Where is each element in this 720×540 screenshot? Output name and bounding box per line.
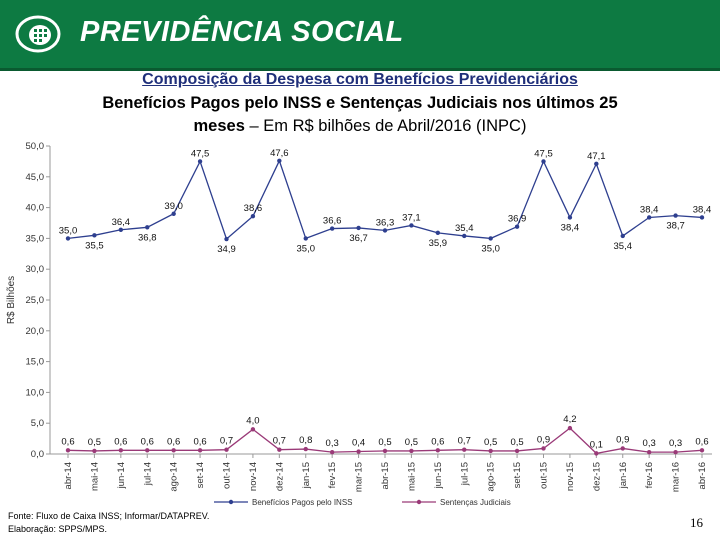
sentencas-point: [92, 449, 96, 453]
x-tick-label: ago-14: [168, 462, 180, 492]
x-tick-label: out-14: [221, 462, 233, 489]
inss-data-label: 35,5: [85, 240, 104, 252]
sentencas-point: [66, 448, 70, 452]
sentencas-data-label: 0,6: [695, 436, 709, 448]
inss-point: [594, 162, 598, 166]
inss-point: [568, 215, 572, 219]
inss-point: [488, 236, 492, 240]
inss-data-label: 36,8: [138, 232, 157, 244]
sentencas-point: [251, 427, 255, 431]
sentencas-point: [171, 448, 175, 452]
y-tick-label: 25,0: [25, 295, 44, 306]
sentencas-point: [594, 451, 598, 455]
x-tick-label: fev-16: [644, 462, 656, 489]
inss-point: [462, 234, 466, 238]
sentencas-data-label: 0,1: [589, 439, 603, 451]
sentencas-data-label: 0,6: [193, 436, 207, 448]
sentencas-point: [224, 447, 228, 451]
inss-data-label: 38,6: [243, 203, 263, 215]
y-tick-label: 50,0: [25, 141, 44, 152]
sentencas-data-label: 0,6: [114, 436, 128, 448]
sentencas-point: [198, 448, 202, 452]
sentencas-point: [462, 447, 466, 451]
page-number: 16: [690, 515, 703, 530]
x-tick-label: jul-15: [459, 462, 471, 486]
sentencas-point: [356, 449, 360, 453]
inss-data-label: 36,4: [111, 216, 131, 228]
legend-label: Benefícios Pagos pelo INSS: [252, 498, 353, 507]
inss-point: [700, 215, 704, 219]
inss-data-label: 35,0: [481, 243, 500, 255]
y-axis-label: R$ Bilhões: [6, 275, 17, 325]
inss-data-label: 37,1: [402, 212, 421, 224]
sentencas-data-label: 0,6: [140, 436, 154, 448]
x-tick-label: dez-14: [274, 462, 286, 492]
inss-data-label: 36,3: [375, 217, 395, 229]
inss-point: [515, 224, 519, 228]
inss-data-label: 39,0: [164, 200, 183, 212]
inss-point: [330, 226, 334, 230]
inss-data-label: 47,6: [270, 147, 289, 159]
x-tick-label: mar-15: [353, 462, 365, 493]
sentencas-data-label: 0,5: [404, 436, 419, 448]
sentencas-data-label: 0,9: [616, 434, 630, 446]
inss-data-label: 47,5: [534, 148, 553, 160]
sentencas-data-label: 0,3: [325, 438, 339, 450]
inss-data-label: 35,4: [455, 222, 474, 234]
inss-point: [224, 237, 228, 241]
inss-point: [198, 159, 202, 163]
inss-data-label: 35,9: [428, 237, 448, 249]
footer-elaboration: Elaboração: SPPS/MPS.: [8, 524, 108, 534]
inss-data-label: 35,4: [613, 240, 632, 252]
sentencas-data-label: 0,5: [510, 436, 524, 448]
x-tick-label: set-15: [512, 462, 524, 489]
inss-data-label: 36,6: [322, 215, 342, 227]
x-tick-label: ago-15: [485, 461, 497, 492]
y-tick-label: 10,0: [25, 387, 44, 399]
inss-data-label: 35,0: [58, 225, 78, 237]
y-tick-label: 20,0: [25, 325, 44, 337]
y-tick-label: 35,0: [25, 233, 44, 245]
inss-point: [647, 215, 651, 219]
inss-point: [171, 212, 175, 216]
sentencas-data-label: 0,5: [484, 436, 498, 448]
inss-data-label: 35,0: [296, 243, 315, 255]
inss-point: [277, 159, 281, 163]
sentencas-point: [383, 449, 387, 453]
x-tick-label: jul-14: [142, 462, 154, 486]
sentencas-data-label: 0,7: [272, 435, 286, 447]
inss-point: [304, 236, 308, 240]
inss-data-label: 38,4: [692, 204, 712, 216]
sentencas-data-label: 0,3: [668, 438, 683, 450]
inss-point: [356, 226, 360, 230]
inss-point: [92, 233, 96, 237]
sentencas-data-label: 4,2: [563, 414, 577, 426]
inss-point: [251, 214, 255, 218]
x-tick-label: dez-15: [591, 462, 603, 492]
inss-point: [409, 223, 413, 227]
sentencas-point: [119, 448, 123, 452]
sentencas-point: [145, 448, 149, 452]
legend-marker: [229, 500, 233, 504]
x-tick-label: set-14: [195, 462, 207, 489]
sentencas-point: [409, 449, 413, 453]
inss-point: [673, 213, 677, 217]
sentencas-point: [304, 447, 308, 451]
sentencas-point: [647, 450, 651, 454]
inss-point: [383, 228, 387, 232]
brand-title: PREVIDÊNCIA SOCIAL: [80, 16, 404, 48]
x-tick-label: mar-16: [670, 462, 682, 493]
sentencas-point: [700, 448, 704, 452]
sentencas-data-label: 0,7: [219, 435, 234, 447]
inss-data-label: 38,4: [639, 204, 659, 216]
sentencas-data-label: 4,0: [246, 415, 260, 427]
sentencas-data-label: 0,8: [299, 435, 313, 447]
chart-title-line3-bold: meses: [193, 117, 245, 135]
sentencas-data-label: 0,7: [457, 435, 471, 447]
sentencas-point: [277, 447, 281, 451]
footer-source: Fonte: Fluxo de Caixa INSS; Informar/DATAPREV.: [8, 511, 210, 521]
x-tick-label: nov-15: [564, 462, 576, 492]
legend-marker: [417, 500, 421, 504]
sentencas-data-label: 0,5: [87, 436, 102, 448]
chart-title-line3-rest: – Em R$ bilhões de Abril/2016 (INPC): [244, 117, 527, 135]
sentencas-point: [436, 448, 440, 452]
x-tick-label: jun-15: [432, 462, 444, 489]
x-tick-label: nov-14: [247, 462, 259, 492]
inss-data-label: 47,1: [587, 150, 606, 162]
x-tick-label: mai-15: [406, 462, 418, 492]
x-tick-label: mai-14: [89, 462, 101, 492]
sentencas-data-label: 0,6: [167, 436, 181, 448]
chart-title-line1: Composição da Despesa com Benefícios Previdenciários: [142, 71, 578, 88]
sentencas-point: [673, 450, 677, 454]
sentencas-point: [541, 446, 545, 450]
inss-point: [119, 228, 123, 232]
sentencas-point: [515, 449, 519, 453]
sentencas-data-label: 0,6: [431, 436, 445, 448]
y-tick-label: 40,0: [25, 202, 44, 214]
x-tick-label: abr-15: [380, 462, 391, 490]
x-tick-label: jun-14: [115, 462, 127, 489]
x-tick-label: out-15: [538, 462, 550, 489]
y-tick-label: 0,0: [30, 449, 44, 460]
inss-point: [66, 236, 70, 240]
sentencas-data-label: 0,4: [351, 437, 366, 449]
chart-footer: [8, 510, 209, 536]
sentencas-data-label: 0,6: [61, 436, 75, 448]
inss-data-label: 34,9: [217, 244, 236, 256]
inss-point: [541, 159, 545, 163]
x-tick-label: jan-16: [617, 462, 629, 489]
x-tick-label: abr-14: [63, 462, 74, 490]
y-tick-label: 5,0: [30, 418, 44, 430]
inss-data-label: 38,7: [666, 220, 685, 232]
x-tick-label: fev-15: [327, 462, 339, 489]
sentencas-data-label: 0,5: [378, 436, 392, 448]
inss-point: [436, 231, 440, 235]
y-tick-label: 45,0: [25, 171, 44, 183]
sentencas-point: [621, 446, 625, 450]
sentencas-point: [330, 450, 334, 454]
sentencas-point: [488, 449, 492, 453]
inss-data-label: 36,9: [507, 213, 527, 225]
legend-label: Sentenças Judiciais: [440, 498, 511, 507]
inss-point: [145, 225, 149, 229]
sentencas-data-label: 0,9: [536, 434, 551, 446]
inss-data-label: 36,7: [349, 232, 368, 244]
y-tick-label: 15,0: [25, 356, 44, 368]
inss-data-label: 47,5: [190, 148, 210, 160]
y-tick-label: 30,0: [25, 264, 44, 276]
x-tick-label: abr-16: [697, 462, 708, 490]
sentencas-point: [568, 426, 572, 430]
sentencas-data-label: 0,3: [642, 438, 656, 450]
x-tick-label: jan-15: [300, 462, 312, 489]
chart-title-line2: Benefícios Pagos pelo INSS e Sentenças Judiciais nos últimos 25: [102, 94, 618, 112]
inss-point: [621, 234, 625, 238]
inss-data-label: 38,4: [560, 222, 580, 234]
